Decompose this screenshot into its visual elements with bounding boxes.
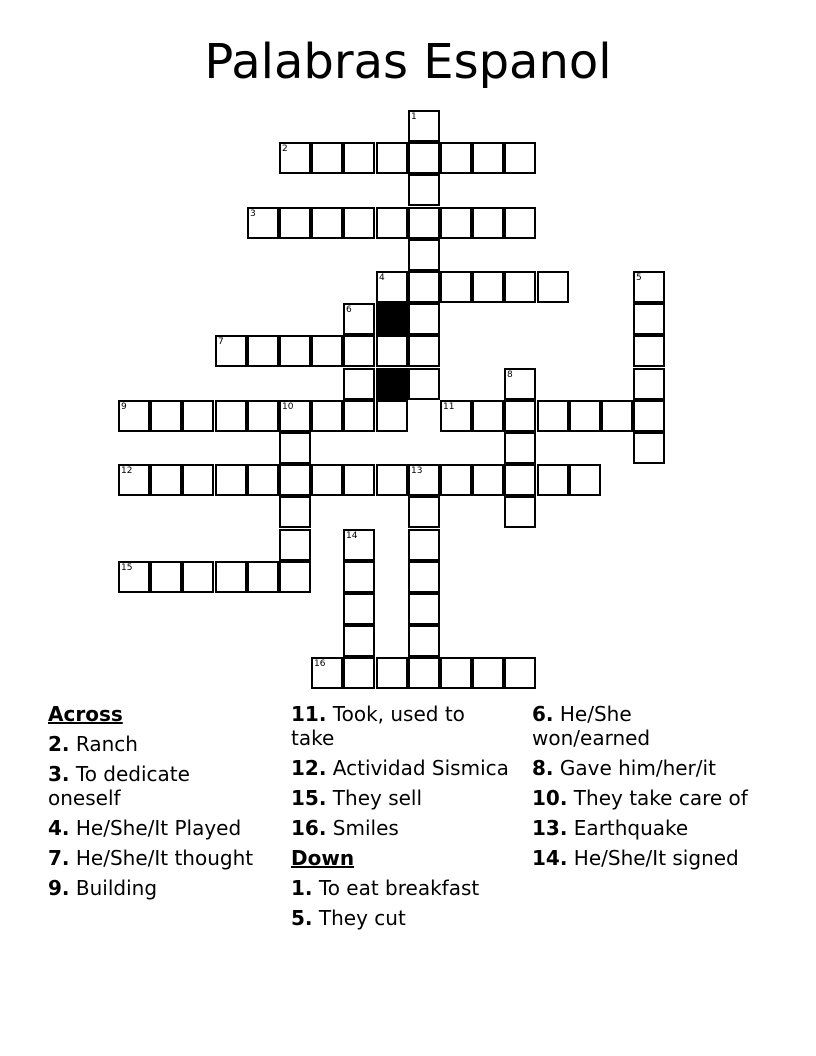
grid-cell[interactable]: [472, 657, 504, 689]
grid-cell[interactable]: [247, 207, 279, 239]
clue-number: 3.: [48, 762, 70, 786]
clue-number: 9.: [48, 876, 70, 900]
cell-number: 6: [346, 305, 352, 315]
clue-item: [532, 786, 752, 810]
grid-cell[interactable]: [247, 335, 279, 367]
grid-cell[interactable]: [118, 464, 150, 496]
grid-cell[interactable]: [440, 142, 472, 174]
grid-cell[interactable]: [118, 561, 150, 593]
cell-number: 2: [282, 144, 288, 154]
grid-cell[interactable]: [537, 271, 569, 303]
clue-item: [532, 756, 752, 780]
clue-text: Building: [75, 876, 158, 900]
grid-cell[interactable]: [343, 303, 375, 335]
grid-cell[interactable]: [504, 400, 536, 432]
clue-number: 13.: [532, 816, 568, 840]
cell-number: 14: [346, 531, 358, 541]
clue-item: [48, 846, 268, 870]
grid-cell[interactable]: [504, 207, 536, 239]
cell-number: 11: [443, 402, 455, 412]
clue-number: 14.: [532, 846, 568, 870]
grid-cell[interactable]: [440, 207, 472, 239]
grid-cell[interactable]: [408, 368, 440, 400]
grid-cell[interactable]: [215, 400, 247, 432]
grid-cell[interactable]: [343, 464, 375, 496]
grid-cell[interactable]: [279, 432, 311, 464]
grid-cell[interactable]: [408, 496, 440, 528]
grid-cell[interactable]: [504, 496, 536, 528]
clue-number: 16.: [291, 816, 327, 840]
clue-item: [48, 732, 268, 756]
clue-item: [291, 756, 511, 780]
clue-item: [291, 876, 511, 900]
grid-cell[interactable]: [504, 464, 536, 496]
grid-cell[interactable]: [279, 561, 311, 593]
grid-cell[interactable]: [279, 529, 311, 561]
grid-cell[interactable]: [343, 657, 375, 689]
grid-cell[interactable]: [408, 271, 440, 303]
grid-cell[interactable]: [376, 271, 408, 303]
cell-number: 12: [121, 466, 133, 476]
cell-number: 3: [250, 209, 256, 219]
grid-cell[interactable]: [633, 432, 665, 464]
grid-cell[interactable]: [472, 400, 504, 432]
grid-cell[interactable]: [408, 303, 440, 335]
grid-cell[interactable]: [150, 400, 182, 432]
clue-number: 12.: [291, 756, 327, 780]
clue-item: [532, 702, 752, 750]
clue-text: To dedicate oneself: [48, 762, 190, 810]
black-cell: [376, 303, 408, 335]
grid-cell[interactable]: [408, 561, 440, 593]
clue-number: 7.: [48, 846, 70, 870]
grid-cell[interactable]: [247, 561, 279, 593]
grid-cell[interactable]: [311, 142, 343, 174]
grid-cell[interactable]: [504, 432, 536, 464]
grid-cell[interactable]: [408, 657, 440, 689]
clue-number: 10.: [532, 786, 568, 810]
cell-number: 1: [411, 112, 417, 122]
clue-text: They cut: [318, 906, 406, 930]
grid-cell[interactable]: [408, 174, 440, 206]
black-cell: [376, 368, 408, 400]
grid-cell[interactable]: [569, 400, 601, 432]
grid-cell[interactable]: [472, 207, 504, 239]
clue-item: [48, 762, 268, 810]
grid-cell[interactable]: [376, 657, 408, 689]
cell-number: 4: [379, 273, 385, 283]
clue-column-1: [48, 702, 268, 906]
grid-cell[interactable]: [118, 400, 150, 432]
grid-cell[interactable]: [440, 464, 472, 496]
grid-cell[interactable]: [343, 207, 375, 239]
grid-cell[interactable]: [150, 464, 182, 496]
cell-number: 8: [507, 370, 513, 380]
grid-cell[interactable]: [279, 400, 311, 432]
grid-cell[interactable]: [408, 110, 440, 142]
grid-cell[interactable]: [279, 142, 311, 174]
clue-text: He/She/It signed: [573, 846, 739, 870]
clue-number: 8.: [532, 756, 554, 780]
grid-cell[interactable]: [343, 529, 375, 561]
clue-item: [48, 816, 268, 840]
grid-cell[interactable]: [408, 593, 440, 625]
clue-text: He/She won/earned: [532, 702, 651, 750]
clue-item: [48, 876, 268, 900]
grid-cell[interactable]: [343, 400, 375, 432]
clue-item: [291, 786, 511, 810]
grid-cell[interactable]: [343, 625, 375, 657]
clue-number: 4.: [48, 816, 70, 840]
grid-cell[interactable]: [440, 657, 472, 689]
clue-heading-across: Across: [48, 702, 123, 726]
cell-number: 10: [282, 402, 294, 412]
grid-cell[interactable]: [279, 207, 311, 239]
cell-number: 9: [121, 402, 127, 412]
clue-number: 15.: [291, 786, 327, 810]
grid-cell[interactable]: [343, 593, 375, 625]
grid-cell[interactable]: [247, 464, 279, 496]
clue-text: Ranch: [75, 732, 138, 756]
grid-cell[interactable]: [311, 464, 343, 496]
grid-cell[interactable]: [311, 400, 343, 432]
clue-number: 5.: [291, 906, 313, 930]
grid-cell[interactable]: [504, 271, 536, 303]
grid-cell[interactable]: [633, 335, 665, 367]
clue-item: [532, 816, 752, 840]
grid-cell[interactable]: [376, 400, 408, 432]
grid-cell[interactable]: [440, 271, 472, 303]
clue-number: 1.: [291, 876, 313, 900]
grid-cell[interactable]: [601, 400, 633, 432]
grid-cell[interactable]: [182, 464, 214, 496]
clue-text: They take care of: [573, 786, 748, 810]
grid-cell[interactable]: [408, 464, 440, 496]
clue-text: Smiles: [332, 816, 399, 840]
clue-text: To eat breakfast: [318, 876, 480, 900]
grid-cell[interactable]: [504, 368, 536, 400]
grid-cell[interactable]: [633, 271, 665, 303]
grid-cell[interactable]: [440, 400, 472, 432]
grid-cell[interactable]: [408, 625, 440, 657]
grid-cell[interactable]: [504, 657, 536, 689]
clue-text: Gave him/her/it: [559, 756, 716, 780]
grid-cell[interactable]: [504, 142, 536, 174]
grid-cell[interactable]: [472, 464, 504, 496]
grid-cell[interactable]: [633, 368, 665, 400]
grid-cell[interactable]: [408, 207, 440, 239]
clue-text: Actividad Sismica: [332, 756, 509, 780]
grid-cell[interactable]: [343, 561, 375, 593]
grid-cell[interactable]: [408, 335, 440, 367]
clue-heading-down: Down: [291, 846, 355, 870]
grid-cell[interactable]: [633, 400, 665, 432]
grid-cell[interactable]: [279, 496, 311, 528]
grid-cell[interactable]: [569, 464, 601, 496]
grid-cell[interactable]: [343, 142, 375, 174]
clue-item: [291, 816, 511, 840]
grid-cell[interactable]: [311, 335, 343, 367]
grid-cell[interactable]: [311, 207, 343, 239]
grid-cell[interactable]: [376, 207, 408, 239]
clue-text: Earthquake: [573, 816, 689, 840]
clue-text: Took, used to take: [291, 702, 465, 750]
clue-number: 2.: [48, 732, 70, 756]
cell-number: 15: [121, 563, 133, 573]
grid-cell[interactable]: [537, 400, 569, 432]
grid-cell[interactable]: [247, 400, 279, 432]
clue-column-2: [291, 702, 511, 936]
clue-text: He/She/It thought: [75, 846, 254, 870]
grid-cell[interactable]: [408, 142, 440, 174]
clue-text: He/She/It Played: [75, 816, 242, 840]
clue-number: 11.: [291, 702, 327, 726]
grid-cell[interactable]: [376, 335, 408, 367]
grid-cell[interactable]: [182, 561, 214, 593]
clue-item: [291, 906, 511, 930]
grid-cell[interactable]: [408, 529, 440, 561]
grid-cell[interactable]: [215, 561, 247, 593]
grid-cell[interactable]: [633, 303, 665, 335]
grid-cell[interactable]: [472, 271, 504, 303]
grid-cell[interactable]: [215, 335, 247, 367]
grid-cell[interactable]: [311, 657, 343, 689]
clue-column-3: [532, 702, 752, 876]
cell-number: 5: [636, 273, 642, 283]
cell-number: 16: [314, 659, 326, 669]
grid-cell[interactable]: [182, 400, 214, 432]
clue-item: [532, 846, 752, 870]
grid-cell[interactable]: [537, 464, 569, 496]
grid-cell[interactable]: [215, 464, 247, 496]
grid-cell[interactable]: [343, 368, 375, 400]
grid-cell[interactable]: [150, 561, 182, 593]
grid-cell[interactable]: [376, 464, 408, 496]
grid-cell[interactable]: [376, 142, 408, 174]
grid-cell[interactable]: [343, 335, 375, 367]
cell-number: 7: [218, 337, 224, 347]
cell-number: 13: [411, 466, 423, 476]
clue-number: 6.: [532, 702, 554, 726]
grid-cell[interactable]: [472, 142, 504, 174]
clue-text: They sell: [332, 786, 423, 810]
clue-item: [291, 702, 511, 750]
grid-cell[interactable]: [408, 239, 440, 271]
puzzle-title: Palabras Espanol: [204, 34, 612, 90]
grid-cell[interactable]: [279, 335, 311, 367]
grid-cell[interactable]: [279, 464, 311, 496]
